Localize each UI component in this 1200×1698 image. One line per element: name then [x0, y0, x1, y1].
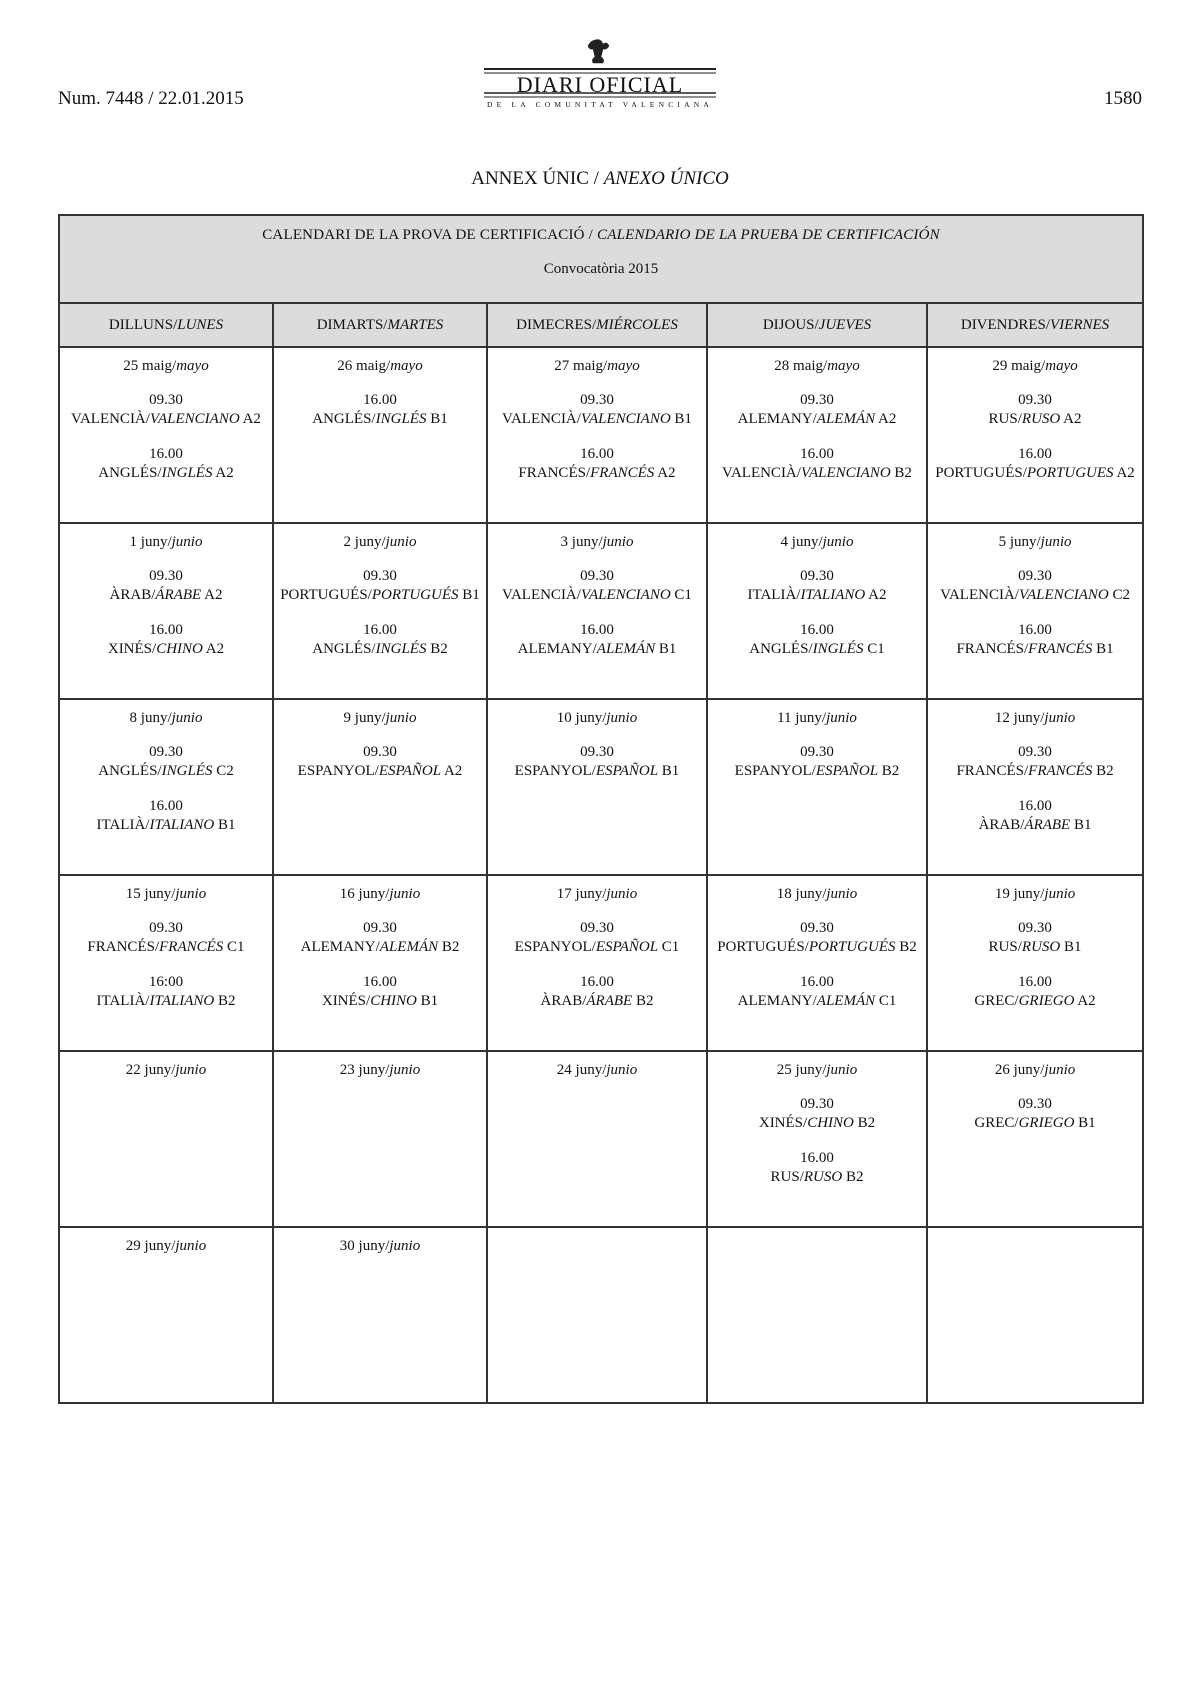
day-date: 24 juny/junio: [556, 1062, 638, 1078]
exam-time: 16.00: [149, 622, 183, 638]
exam-slot: [709, 743, 925, 781]
exam-time: 09.30: [1018, 392, 1052, 408]
logo-title: DIARI OFICIAL: [516, 72, 684, 97]
day-date: 29 juny/junio: [125, 1238, 207, 1254]
day-date: 26 maig/mayo: [337, 358, 423, 374]
day-cell: [927, 699, 1143, 875]
exam-calendar-table: [58, 214, 1144, 1404]
page-number: 1580: [1104, 88, 1142, 109]
exam-language: GREC/GRIEGO B1: [974, 1115, 1096, 1131]
week-row: [59, 347, 1143, 523]
weekday-header: DIVENDRES/VIERNES: [927, 303, 1143, 347]
day-date: 9 juny/junio: [343, 710, 417, 726]
exam-language: XINÉS/CHINO B1: [321, 993, 439, 1009]
exam-slot: [709, 919, 925, 957]
exam-slot: [61, 567, 271, 605]
day-cell: [273, 699, 487, 875]
exam-time: 09.30: [580, 392, 614, 408]
exam-slot: [61, 621, 271, 659]
exam-slot: [929, 621, 1141, 659]
day-cell: [927, 1051, 1143, 1227]
exam-time: 16.00: [800, 974, 834, 990]
exam-language: PORTUGUÉS/PORTUGUÉS B2: [717, 939, 917, 955]
exam-time: 16.00: [1018, 974, 1052, 990]
day-cell: [707, 347, 927, 523]
exam-language: ÀRAB/ÁRABE A2: [109, 587, 223, 603]
issue-number: Num. 7448 / 22.01.2015: [58, 88, 244, 109]
day-date: 12 juny/junio: [994, 710, 1076, 726]
annex-title: ANNEX ÚNIC / ANEXO ÚNICO: [471, 168, 729, 189]
day-date: 29 maig/mayo: [992, 358, 1078, 374]
exam-time: 09.30: [800, 1096, 834, 1112]
day-date: 19 juny/junio: [994, 886, 1076, 902]
exam-language: RUS/RUSO B1: [988, 939, 1082, 955]
day-date: 2 juny/junio: [343, 534, 417, 550]
exam-time: 16.00: [800, 446, 834, 462]
exam-time: 09.30: [149, 392, 183, 408]
exam-slot: [709, 567, 925, 605]
weekday-header: DILLUNS/LUNES: [59, 303, 273, 347]
day-date: 25 juny/junio: [776, 1062, 858, 1078]
exam-language: ALEMANY/ALEMÁN A2: [737, 411, 897, 427]
exam-language: PORTUGUÉS/PORTUGUÉS B1: [280, 587, 480, 603]
exam-language: VALENCIÀ/VALENCIANO B2: [722, 465, 912, 481]
day-cell: [59, 875, 273, 1051]
exam-slot: [275, 567, 485, 605]
exam-language: ANGLÉS/INGLÉS B1: [312, 411, 448, 427]
exam-language: ANGLÉS/INGLÉS B2: [312, 641, 448, 657]
exam-slot: [489, 743, 705, 781]
exam-slot: [275, 391, 485, 429]
exam-time: 16.00: [363, 974, 397, 990]
day-cell: [487, 347, 707, 523]
day-cell: [707, 699, 927, 875]
exam-slot: [61, 919, 271, 957]
exam-slot: [709, 445, 925, 483]
day-cell: [273, 523, 487, 699]
day-cell: [487, 875, 707, 1051]
exam-slot: [709, 1149, 925, 1187]
exam-time: 16.00: [1018, 446, 1052, 462]
day-date: 17 juny/junio: [556, 886, 638, 902]
exam-time: 09.30: [363, 568, 397, 584]
exam-language: ITALIÀ/ITALIANO A2: [747, 587, 887, 603]
day-cell: [927, 347, 1143, 523]
day-cell: [59, 1227, 273, 1403]
exam-language: XINÉS/CHINO B2: [758, 1115, 876, 1131]
day-cell: [707, 1051, 927, 1227]
exam-time: 16.00: [580, 974, 614, 990]
exam-time: 09.30: [800, 744, 834, 760]
exam-slot: [275, 973, 485, 1011]
page-header: [58, 40, 1142, 120]
day-cell: [273, 875, 487, 1051]
day-date: 30 juny/junio: [339, 1238, 421, 1254]
exam-time: 16.00: [363, 392, 397, 408]
day-date: 1 juny/junio: [129, 534, 203, 550]
exam-slot: [929, 567, 1141, 605]
week-row: [59, 699, 1143, 875]
exam-time: 09.30: [580, 920, 614, 936]
exam-time: 16.00: [800, 1150, 834, 1166]
exam-language: ESPANYOL/ESPAÑOL B1: [514, 763, 680, 779]
exam-language: ANGLÉS/INGLÉS C1: [749, 641, 885, 657]
exam-slot: [929, 797, 1141, 835]
exam-time: 16.00: [1018, 622, 1052, 638]
exam-language: FRANCÉS/FRANCÉS B1: [956, 641, 1114, 657]
exam-language: ÀRAB/ÁRABE B1: [978, 817, 1092, 833]
day-cell: [927, 875, 1143, 1051]
exam-language: FRANCÉS/FRANCÉS C1: [87, 939, 245, 955]
exam-slot: [929, 919, 1141, 957]
exam-language: ITALIÀ/ITALIANO B1: [96, 817, 236, 833]
exam-language: VALENCIÀ/VALENCIANO C1: [502, 587, 692, 603]
exam-slot: [61, 445, 271, 483]
weekday-header-row: [59, 303, 1143, 347]
day-date: 11 juny/junio: [777, 710, 857, 726]
exam-time: 09.30: [1018, 920, 1052, 936]
day-cell: [59, 1051, 273, 1227]
exam-slot: [275, 621, 485, 659]
weekday-header: DIMARTS/MARTES: [273, 303, 487, 347]
exam-slot: [929, 743, 1141, 781]
day-cell: [273, 1051, 487, 1227]
weekday-header: DIJOUS/JUEVES: [707, 303, 927, 347]
exam-time: 16.00: [363, 622, 397, 638]
day-date: 3 juny/junio: [560, 534, 634, 550]
exam-slot: [489, 445, 705, 483]
exam-language: RUS/RUSO A2: [988, 411, 1082, 427]
week-row: [59, 1051, 1143, 1227]
logo-subtitle: DE LA COMUNITAT VALENCIANA: [487, 100, 713, 109]
exam-time: 16.00: [149, 446, 183, 462]
diari-oficial-logo: [458, 38, 744, 110]
exam-language: XINÉS/CHINO A2: [107, 641, 225, 657]
exam-language: VALENCIÀ/VALENCIANO C2: [940, 587, 1130, 603]
day-date: 15 juny/junio: [125, 886, 207, 902]
day-cell: [59, 347, 273, 523]
calendar-title-cell: [59, 215, 1143, 303]
exam-time: 09.30: [800, 392, 834, 408]
week-row: [59, 523, 1143, 699]
exam-language: ALEMANY/ALEMÁN B2: [300, 939, 460, 955]
exam-language: PORTUGUÉS/PORTUGUES A2: [935, 465, 1135, 481]
exam-slot: [709, 391, 925, 429]
day-date: 10 juny/junio: [556, 710, 638, 726]
exam-time: 16.00: [580, 446, 614, 462]
exam-slot: [929, 445, 1141, 483]
day-cell: [927, 1227, 1143, 1403]
exam-slot: [61, 743, 271, 781]
day-cell: [487, 523, 707, 699]
exam-language: FRANCÉS/FRANCÉS A2: [518, 465, 676, 481]
weekday-header: DIMECRES/MIÉRCOLES: [487, 303, 707, 347]
exam-slot: [709, 1095, 925, 1133]
exam-language: ESPANYOL/ESPAÑOL B2: [734, 763, 900, 779]
day-date: 26 juny/junio: [994, 1062, 1076, 1078]
exam-time: 09.30: [149, 568, 183, 584]
exam-time: 09.30: [800, 920, 834, 936]
exam-time: 09.30: [149, 744, 183, 760]
day-cell: [59, 523, 273, 699]
exam-slot: [489, 621, 705, 659]
day-date: 5 juny/junio: [998, 534, 1072, 550]
exam-slot: [709, 621, 925, 659]
exam-slot: [275, 743, 485, 781]
exam-time: 09.30: [1018, 744, 1052, 760]
exam-time: 09.30: [149, 920, 183, 936]
calendar-title: CALENDARI DE LA PROVA DE CERTIFICACIÓ / CALENDARIO DE LA PRUEBA DE CERTIFICACIÓN: [262, 227, 940, 243]
exam-slot: [61, 391, 271, 429]
exam-language: ANGLÉS/INGLÉS C2: [98, 763, 234, 779]
exam-language: VALENCIÀ/VALENCIANO B1: [502, 411, 692, 427]
exam-time: 16.00: [580, 622, 614, 638]
exam-slot: [929, 973, 1141, 1011]
day-cell: [707, 523, 927, 699]
day-date: 28 maig/mayo: [774, 358, 860, 374]
day-date: 25 maig/mayo: [123, 358, 209, 374]
exam-time: 09.30: [800, 568, 834, 584]
exam-slot: [61, 973, 271, 1011]
exam-time: 16.00: [800, 622, 834, 638]
exam-slot: [61, 797, 271, 835]
day-cell: [927, 523, 1143, 699]
exam-slot: [275, 919, 485, 957]
week-row: [59, 875, 1143, 1051]
day-cell: [487, 1227, 707, 1403]
day-date: 18 juny/junio: [776, 886, 858, 902]
day-cell: [487, 1051, 707, 1227]
day-cell: [59, 699, 273, 875]
day-date: 4 juny/junio: [780, 534, 854, 550]
exam-language: RUS/RUSO B2: [770, 1169, 864, 1185]
exam-language: ESPANYOL/ESPAÑOL A2: [297, 763, 463, 779]
exam-language: GREC/GRIEGO A2: [974, 993, 1096, 1009]
exam-slot: [489, 973, 705, 1011]
day-date: 23 juny/junio: [339, 1062, 421, 1078]
week-row: [59, 1227, 1143, 1403]
exam-language: ALEMANY/ALEMÁN C1: [737, 993, 897, 1009]
exam-slot: [709, 973, 925, 1011]
exam-language: VALENCIÀ/VALENCIANO A2: [71, 411, 261, 427]
exam-language: ÀRAB/ÁRABE B2: [540, 993, 654, 1009]
day-cell: [707, 1227, 927, 1403]
exam-language: ESPANYOL/ESPAÑOL C1: [514, 939, 680, 955]
convocation-label: Convocatòria 2015: [543, 261, 659, 277]
exam-time: 09.30: [580, 744, 614, 760]
exam-time: 16:00: [148, 974, 184, 990]
exam-language: ANGLÉS/INGLÉS A2: [98, 465, 234, 481]
exam-slot: [489, 919, 705, 957]
day-date: 16 juny/junio: [339, 886, 421, 902]
exam-time: 16.00: [149, 798, 183, 814]
day-cell: [273, 1227, 487, 1403]
exam-time: 16.00: [1018, 798, 1052, 814]
exam-slot: [929, 1095, 1141, 1133]
day-cell: [273, 347, 487, 523]
exam-time: 09.30: [363, 920, 397, 936]
exam-time: 09.30: [363, 744, 397, 760]
day-date: 22 juny/junio: [125, 1062, 207, 1078]
exam-slot: [489, 391, 705, 429]
exam-time: 09.30: [580, 568, 614, 584]
exam-time: 09.30: [1018, 568, 1052, 584]
coat-of-arms-icon: [588, 40, 609, 64]
exam-language: FRANCÉS/FRANCÉS B2: [956, 763, 1114, 779]
day-date: 8 juny/junio: [129, 710, 203, 726]
exam-time: 09.30: [1018, 1096, 1052, 1112]
exam-language: ITALIÀ/ITALIANO B2: [96, 993, 236, 1009]
exam-slot: [929, 391, 1141, 429]
day-cell: [707, 875, 927, 1051]
exam-language: ALEMANY/ALEMÁN B1: [517, 641, 677, 657]
day-date: 27 maig/mayo: [554, 358, 640, 374]
day-cell: [487, 699, 707, 875]
exam-slot: [489, 567, 705, 605]
